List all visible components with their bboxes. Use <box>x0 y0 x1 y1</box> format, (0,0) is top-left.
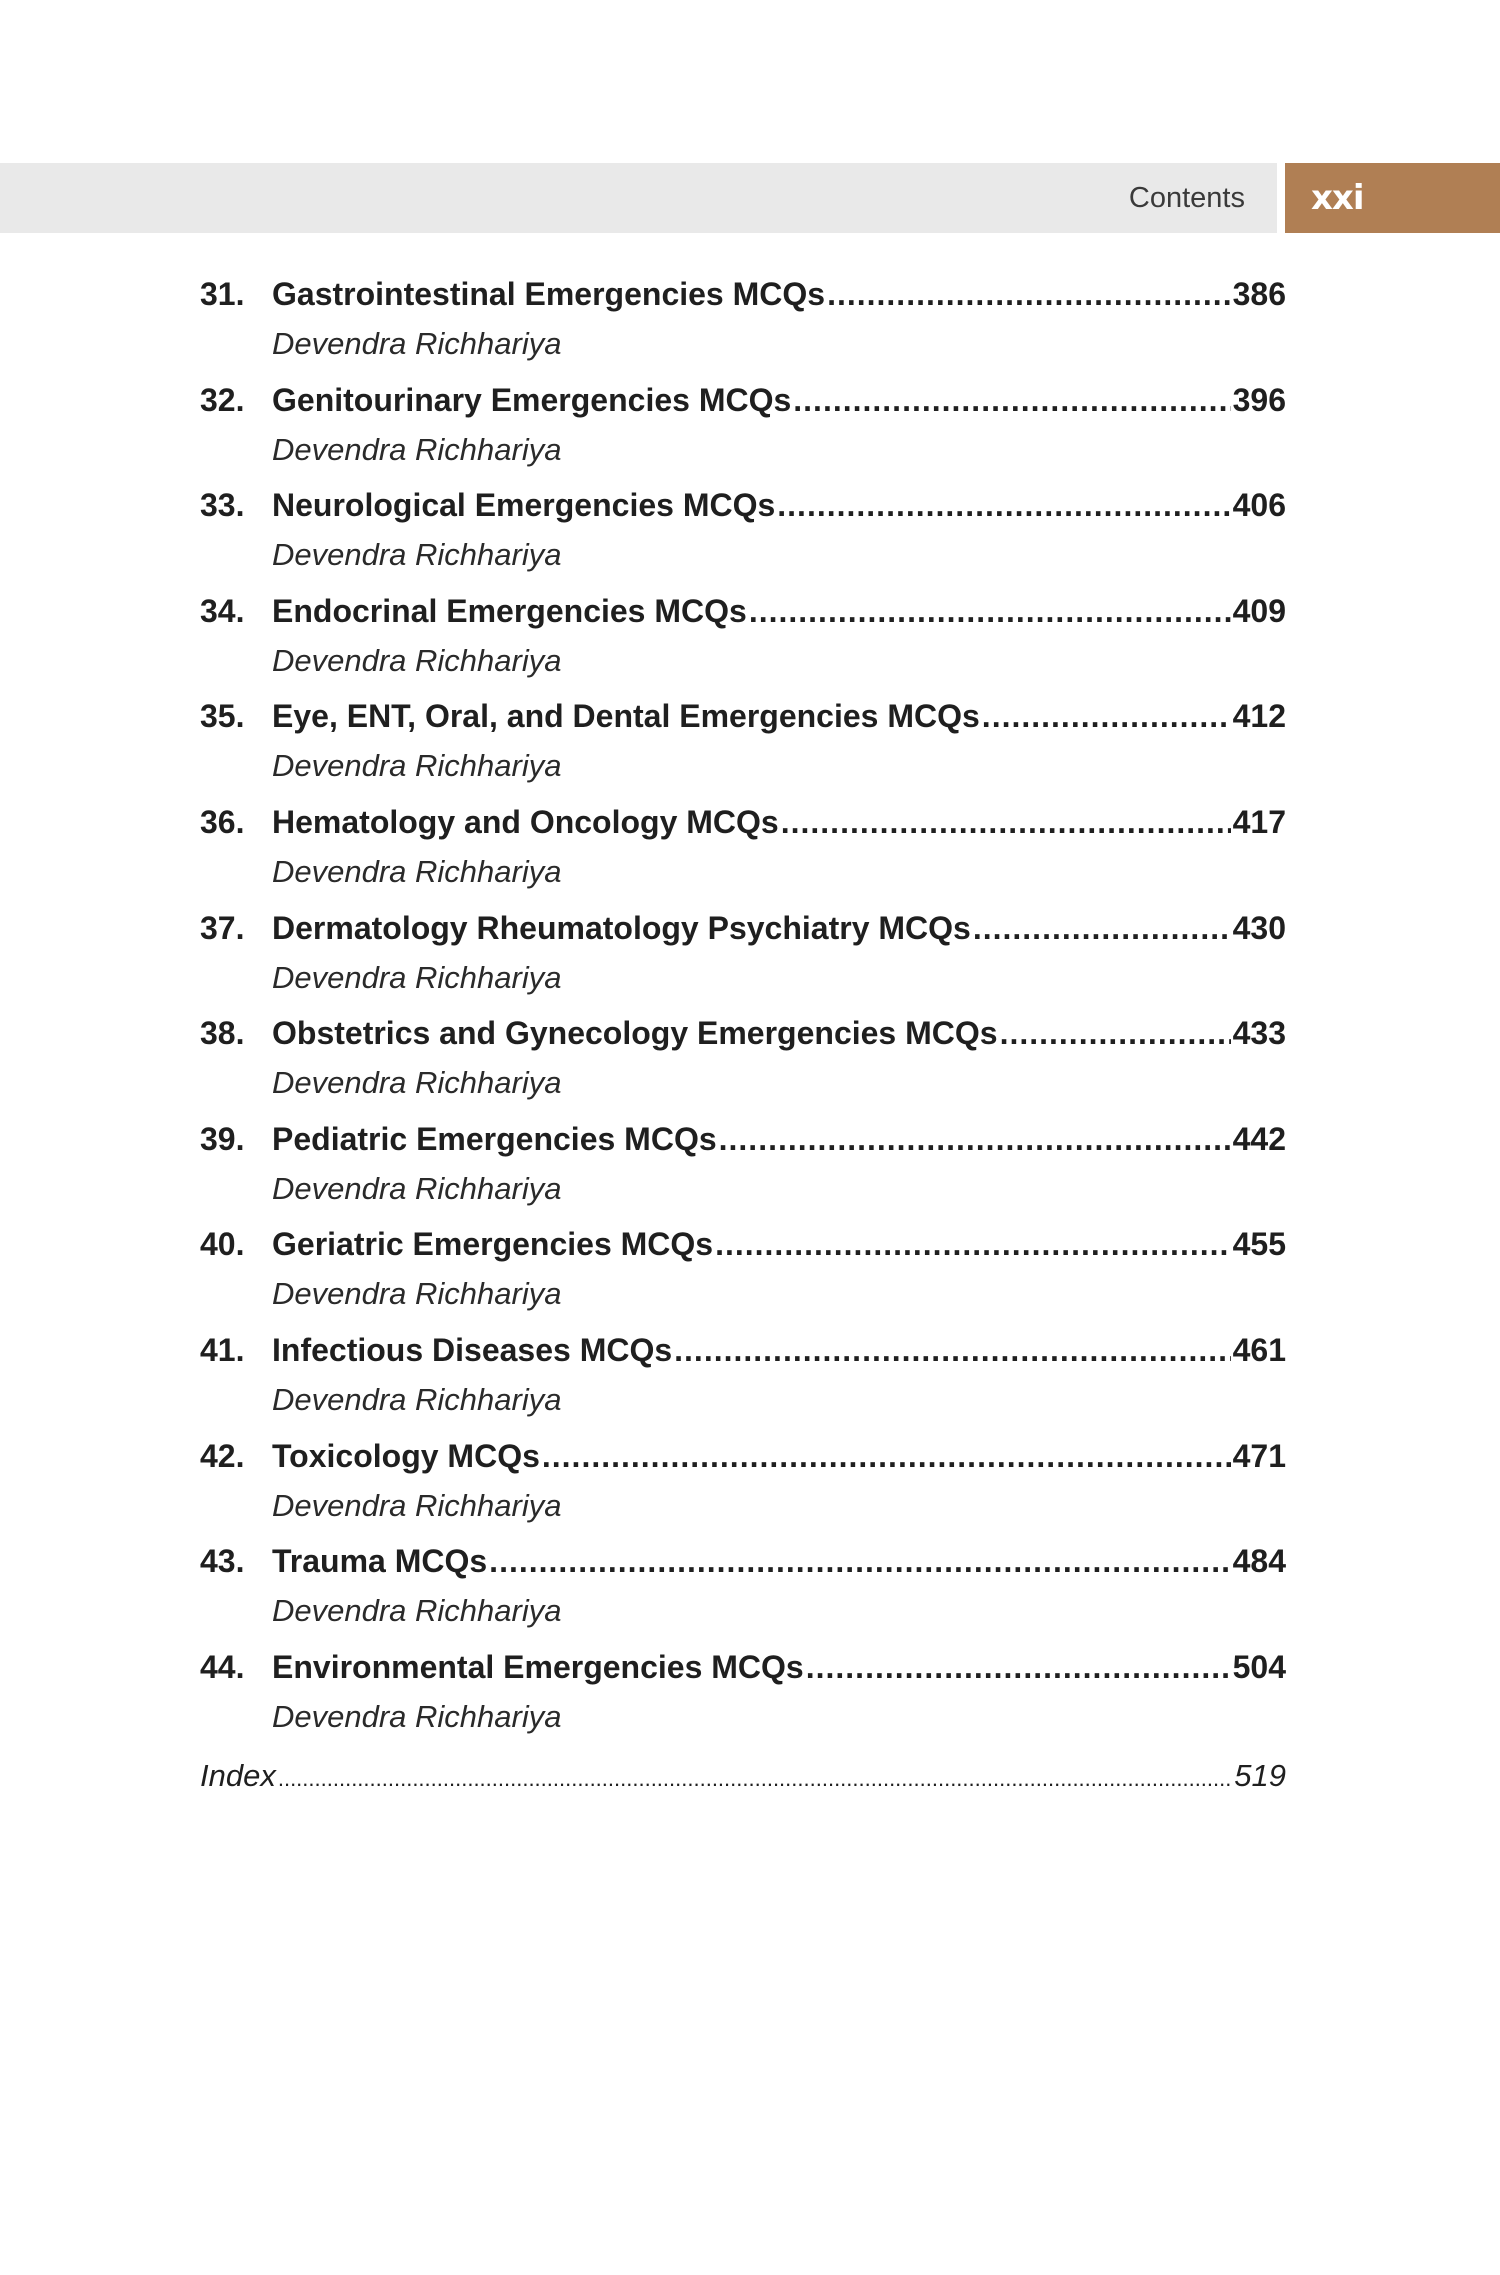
chapter-author: Devendra Richhariya <box>272 1698 562 1734</box>
chapter-number: 38. <box>200 1015 245 1052</box>
chapter-title: Geriatric Emergencies MCQs <box>272 1226 714 1263</box>
dot-leader <box>542 1438 1231 1475</box>
toc-entry[interactable] <box>200 487 1286 593</box>
chapter-page: 409 <box>1232 592 1286 629</box>
chapter-title: Genitourinary Emergencies MCQs <box>272 381 792 418</box>
dot-leader <box>781 804 1231 841</box>
chapter-author: Devendra Richhariya <box>272 326 562 361</box>
chapter-page: 406 <box>1232 487 1286 524</box>
chapter-author: Devendra Richhariya <box>272 1065 562 1101</box>
dot-leader <box>278 1766 1232 1792</box>
chapter-author: Devendra Richhariya <box>272 959 562 995</box>
chapter-number: 35. <box>200 698 245 735</box>
chapter-page: 504 <box>1232 1648 1286 1685</box>
chapter-author: Devendra Richhariya <box>272 537 562 573</box>
chapter-number: 37. <box>200 909 245 946</box>
chapter-author: Devendra Richhariya <box>272 1593 562 1629</box>
index-page: 519 <box>1234 1758 1286 1794</box>
chapter-page: 417 <box>1232 803 1286 840</box>
chapter-title: Neurological Emergencies MCQs <box>272 487 776 524</box>
dot-leader <box>827 276 1231 313</box>
toc-entry[interactable] <box>200 276 1286 382</box>
chapter-number: 39. <box>200 1120 245 1157</box>
chapter-title: Environmental Emergencies MCQs <box>272 1648 804 1685</box>
chapter-page: 433 <box>1232 1015 1286 1052</box>
chapter-title: Infectious Diseases MCQs <box>272 1331 673 1368</box>
chapter-title: Toxicology MCQs <box>272 1437 540 1474</box>
chapter-page: 412 <box>1232 698 1286 735</box>
toc-entry[interactable] <box>200 1332 1286 1438</box>
index-title: Index <box>200 1758 276 1794</box>
toc-entry[interactable] <box>200 1438 1286 1544</box>
dot-leader <box>777 487 1230 524</box>
chapter-author: Devendra Richhariya <box>272 853 562 889</box>
chapter-number: 34. <box>200 592 245 629</box>
page-number: xxi <box>1311 178 1364 218</box>
toc-entry[interactable] <box>200 382 1286 488</box>
chapter-number: 33. <box>200 487 245 524</box>
toc-entry[interactable] <box>200 910 1286 1016</box>
toc-entry[interactable] <box>200 1649 1286 1755</box>
chapter-page: 396 <box>1232 381 1286 418</box>
chapter-title: Pediatric Emergencies MCQs <box>272 1120 717 1157</box>
chapter-number: 43. <box>200 1543 245 1580</box>
chapter-author: Devendra Richhariya <box>272 1381 562 1417</box>
chapter-author: Devendra Richhariya <box>272 642 562 678</box>
chapter-page: 442 <box>1232 1120 1286 1157</box>
chapter-title: Endocrinal Emergencies MCQs <box>272 592 747 629</box>
toc-entry[interactable] <box>200 1121 1286 1227</box>
chapter-title: Gastrointestinal Emergencies MCQs <box>272 276 826 312</box>
chapter-author: Devendra Richhariya <box>272 1170 562 1206</box>
page-number-tab <box>1285 163 1500 233</box>
dot-leader <box>719 1121 1231 1158</box>
chapter-author: Devendra Richhariya <box>272 1276 562 1312</box>
chapter-number: 32. <box>200 381 245 418</box>
chapter-number: 31. <box>200 276 245 312</box>
chapter-title: Trauma MCQs <box>272 1543 488 1580</box>
toc-entry[interactable] <box>200 1226 1286 1332</box>
table-of-contents <box>200 276 1286 1794</box>
chapter-title: Hematology and Oncology MCQs <box>272 803 779 840</box>
chapter-author: Devendra Richhariya <box>272 1487 562 1523</box>
dot-leader <box>973 910 1231 947</box>
chapter-number: 40. <box>200 1226 245 1263</box>
toc-index-entry[interactable] <box>200 1758 1286 1794</box>
chapter-page: 455 <box>1232 1226 1286 1263</box>
chapter-title: Eye, ENT, Oral, and Dental Emergencies MCQs <box>272 698 980 735</box>
chapter-author: Devendra Richhariya <box>272 431 562 467</box>
running-header <box>0 163 1277 233</box>
chapter-author: Devendra Richhariya <box>272 748 562 784</box>
chapter-number: 36. <box>200 803 245 840</box>
dot-leader <box>489 1543 1230 1580</box>
dot-leader <box>674 1332 1230 1369</box>
running-header-label: Contents <box>1128 182 1245 214</box>
chapter-number: 41. <box>200 1331 245 1368</box>
chapter-number: 44. <box>200 1648 245 1685</box>
dot-leader <box>1000 1015 1231 1052</box>
chapter-title: Obstetrics and Gynecology Emergencies MCQs <box>272 1015 998 1052</box>
toc-entry[interactable] <box>200 1543 1286 1649</box>
dot-leader <box>982 698 1231 735</box>
toc-entry[interactable] <box>200 698 1286 804</box>
toc-entry[interactable] <box>200 593 1286 699</box>
toc-entry[interactable] <box>200 804 1286 910</box>
chapter-number: 42. <box>200 1437 245 1474</box>
chapter-title: Dermatology Rheumatology Psychiatry MCQs <box>272 909 971 946</box>
chapter-page: 484 <box>1232 1543 1286 1580</box>
chapter-page: 461 <box>1232 1331 1286 1368</box>
dot-leader <box>749 593 1231 630</box>
dot-leader <box>793 382 1230 419</box>
toc-entry[interactable] <box>200 1015 1286 1121</box>
dot-leader <box>715 1226 1231 1263</box>
dot-leader <box>806 1649 1231 1686</box>
chapter-page: 430 <box>1232 909 1286 946</box>
chapter-page: 386 <box>1232 276 1286 312</box>
chapter-page: 471 <box>1232 1437 1286 1474</box>
